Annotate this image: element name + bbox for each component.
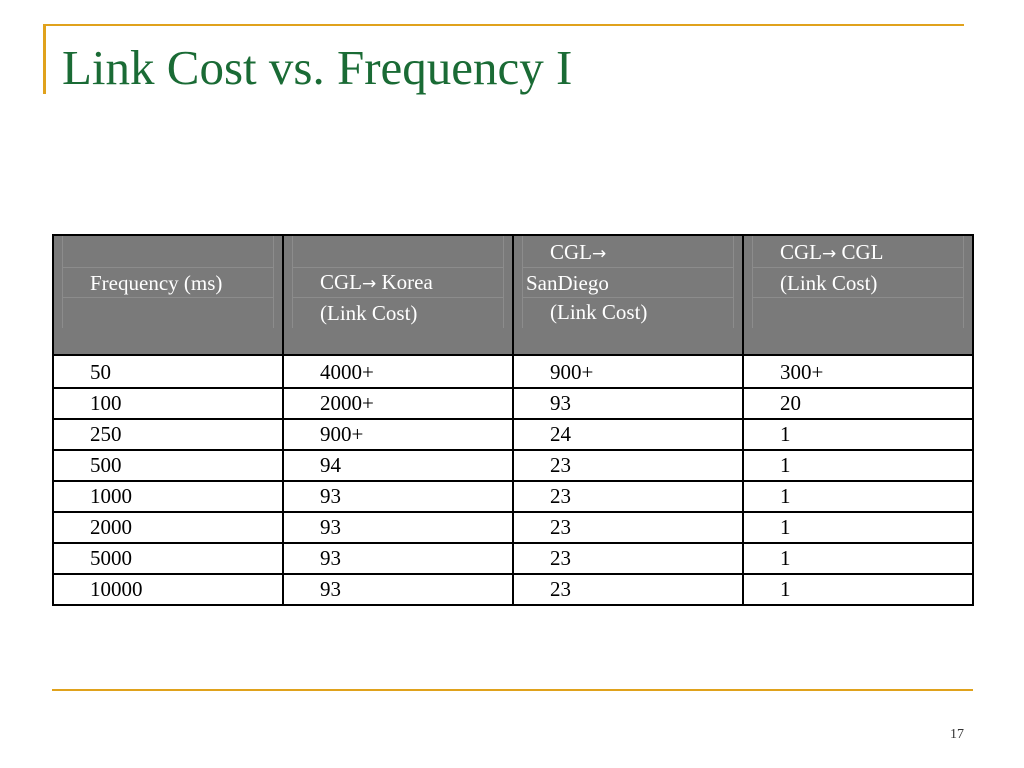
cell-cgl-sandiego: 23	[513, 574, 743, 605]
table-row	[53, 355, 973, 388]
table-row	[53, 388, 973, 419]
cell-cgl-cgl: 20	[743, 388, 973, 419]
cell-cgl-cgl: 1	[743, 512, 973, 543]
link-cost-table	[52, 234, 974, 606]
cell-frequency: 2000	[53, 512, 283, 543]
table-row	[53, 450, 973, 481]
header-cgl-cgl-line-2: (Link Cost)	[780, 271, 878, 295]
table-row	[53, 512, 973, 543]
arrow-icon: →	[592, 244, 607, 264]
table-body	[53, 355, 973, 605]
cell-frequency: 5000	[53, 543, 283, 574]
cell-cgl-cgl: 1	[743, 574, 973, 605]
header-frequency-label: Frequency (ms)	[90, 271, 223, 295]
cell-frequency: 1000	[53, 481, 283, 512]
cell-cgl-cgl: 1	[743, 543, 973, 574]
cell-frequency: 500	[53, 450, 283, 481]
table-row	[53, 481, 973, 512]
cell-cgl-sandiego: 23	[513, 512, 743, 543]
header-row	[53, 235, 973, 355]
cell-cgl-cgl: 1	[743, 450, 973, 481]
arrow-icon: →	[362, 274, 377, 294]
table-row	[53, 543, 973, 574]
table-header	[53, 235, 973, 355]
header-cgl-korea-line-2: (Link Cost)	[320, 301, 418, 325]
arrow-icon: →	[822, 244, 837, 264]
header-cgl-sandiego-line-1: CGL→	[550, 240, 607, 264]
page-number: 17	[950, 727, 964, 742]
title-accent-vertical-rule	[43, 24, 46, 94]
cell-cgl-korea: 93	[283, 574, 513, 605]
cell-cgl-korea: 900+	[283, 419, 513, 450]
cell-cgl-cgl: 1	[743, 481, 973, 512]
title-accent-horizontal-rule	[43, 24, 964, 26]
cell-frequency: 50	[53, 355, 283, 388]
table-row	[53, 419, 973, 450]
cell-cgl-sandiego: 93	[513, 388, 743, 419]
cell-cgl-sandiego: 23	[513, 450, 743, 481]
header-cgl-sandiego	[513, 235, 743, 355]
cell-cgl-korea: 93	[283, 512, 513, 543]
slide-title: Link Cost vs. Frequency I	[62, 40, 573, 95]
header-frequency	[53, 235, 283, 355]
cell-cgl-korea: 93	[283, 481, 513, 512]
cell-cgl-korea: 2000+	[283, 388, 513, 419]
header-cgl-sandiego-line-3: (Link Cost)	[550, 300, 648, 324]
cell-frequency: 250	[53, 419, 283, 450]
header-cgl-korea-line-1: CGL→ Korea	[320, 270, 433, 294]
cell-cgl-korea: 4000+	[283, 355, 513, 388]
footer-accent-rule	[52, 689, 973, 691]
cell-frequency: 10000	[53, 574, 283, 605]
cell-cgl-sandiego: 23	[513, 543, 743, 574]
header-cgl-cgl	[743, 235, 973, 355]
table-row	[53, 574, 973, 605]
header-cgl-korea	[283, 235, 513, 355]
cell-cgl-sandiego: 900+	[513, 355, 743, 388]
cell-cgl-sandiego: 23	[513, 481, 743, 512]
cell-cgl-sandiego: 24	[513, 419, 743, 450]
header-cgl-sandiego-line-2: SanDiego	[526, 271, 609, 295]
header-cgl-cgl-line-1: CGL→ CGL	[780, 240, 884, 264]
cell-cgl-korea: 94	[283, 450, 513, 481]
cell-frequency: 100	[53, 388, 283, 419]
cell-cgl-korea: 93	[283, 543, 513, 574]
cell-cgl-cgl: 300+	[743, 355, 973, 388]
cell-cgl-cgl: 1	[743, 419, 973, 450]
